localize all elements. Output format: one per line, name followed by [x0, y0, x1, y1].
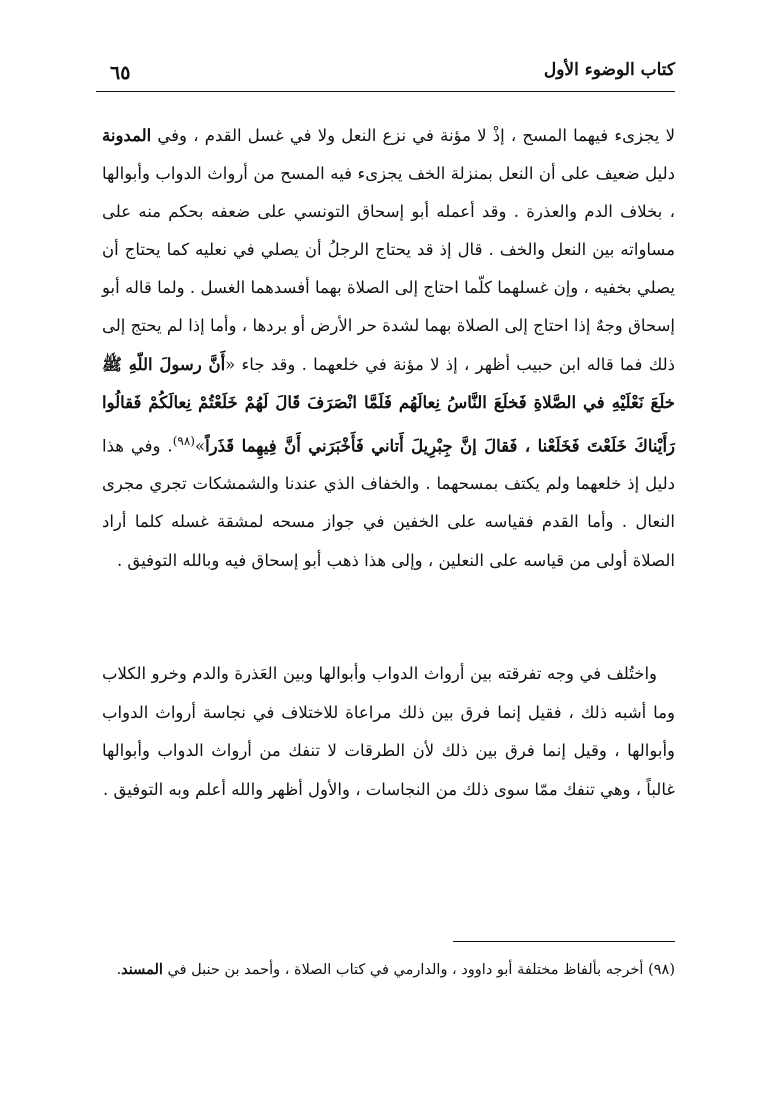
- footnote-reference: (٩٨): [172, 433, 195, 448]
- main-paragraph: [102, 117, 675, 580]
- paragraph-2-text: واختُلف في وجه تفرقته بين أرواث الدواب وأبوالها وبين العَذرة والدم وخرو الكلاب وما أشبه ذلك ، فقيل إنما فرق بين ذلك مراعاة للاختلاف في نجاسة أرواث الدواب وأبوالها ، وقيل إنما فرق بين ذلك لأن الطرقات لا تنفك من أرواث الدواب وأبوالها غالباً ، وهي تنفك ممّا سوى ذلك من النجاسات ، والأول أظهر والله أعلم وبه التوفيق .: [102, 664, 675, 799]
- paragraph-1-part-2: دليل ضعيف على أن النعل بمنزلة الخف يجزىء فيه المسح من أرواث الدواب وأبوالها ، بخلاف الدم والعذرة . وقد أعمله أبو إسحاق التونسي على ضعفه بحكم منه على مساواته بين النعل والخف . قال إذ قد يحتاج الرجلُ أن يصلي في نعليه كما يحتاج أن يصلي بخفيه ، وإن غسلهما كلّما احتاج إلى الصلاة بهما أفسدهما الغسل . ولما قاله أبو إسحاق وجهٌ إذا احتاج إلى الصلاة بهما لشدة حر الأرض أو بردها ، وأما إذا لم يحتج إلى ذلك فما قاله ابن حبيب أظهر ، إذ لا مؤنة في خلعهما . وقد جاء «: [102, 164, 675, 374]
- footnote-text: أخرجه بألفاظ مختلفة أبو داوود ، والدارمي في كتاب الصلاة ، وأحمد بن حنبل في: [162, 962, 649, 978]
- footnote: [100, 955, 675, 985]
- hadith-quote: أَنَّ رسولَ اللّهِ ﷺ خلَعَ نَعْلَيْهِ في الصَّلاةِ فَخلَعَ النَّاسُ نِعالَهُم فَلَمَّا انْصَرَفَ قَالَ لَهُمْ خَلَعْتُمْ نِعالَكُمْ فَقالُوا رَأَيْناكَ خَلَعْتَ فَخَلَعْنا ، فَقالَ إنَّ جِبْرِيلَ أَتاني فَأَخْبَرَني أَنَّ فِيهِما قَذَراً: [102, 354, 675, 456]
- footnote-separator: [453, 941, 675, 942]
- page-number: ٦٥: [110, 62, 131, 84]
- footnote-number: (٩٨): [648, 962, 675, 978]
- header-rule: [96, 91, 675, 92]
- paragraph-1-part-3: . وفي هذا دليل إذ خلعهما ولم يكتف بمسحهما . والخفاف الذي عندنا والشمشكات تجري مجرى النعال . وأما القدم فقياسه على الخفين في جواز مسحه لمشقة غسله كلما أراد الصلاة أولى من قياسه على النعلين ، وإلى هذا ذهب أبو إسحاق فيه وبالله التوفيق .: [102, 436, 675, 570]
- running-header: [110, 60, 675, 90]
- footnote-end: .: [116, 962, 122, 978]
- mudawwana-term: المدونة: [102, 126, 152, 145]
- paragraph-1: [102, 117, 675, 580]
- hadith-close-quote: »: [194, 436, 206, 456]
- second-paragraph: [102, 655, 675, 809]
- footnote-source: المسند: [121, 961, 163, 978]
- paragraph-1-part-1: لا يجزىء فيهما المسح ، إذْ لا مؤنة في نزع النعل ولا في غسل القدم ، وفي: [151, 126, 675, 145]
- chapter-title: كتاب الوضوء الأول: [543, 60, 675, 80]
